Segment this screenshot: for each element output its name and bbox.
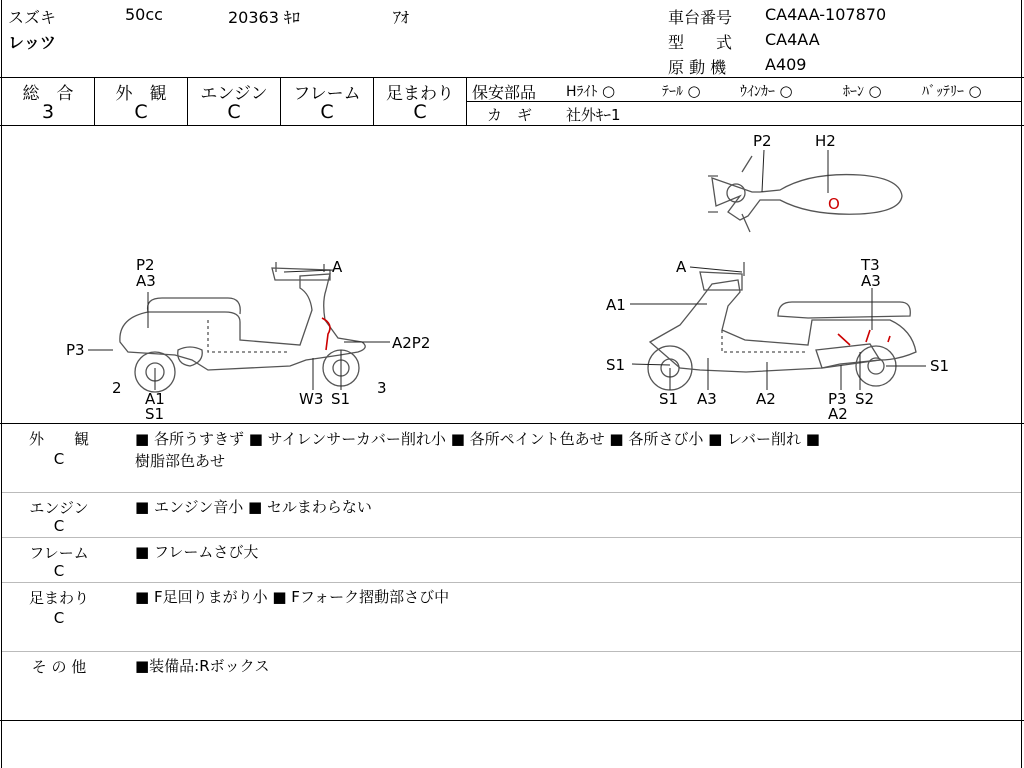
right-label-a2: A2 [756, 390, 776, 408]
grade-exterior-value: C [134, 101, 148, 123]
maker: スズキ [8, 8, 57, 27]
grade-frame-value: C [320, 101, 334, 123]
frame-no: CA4AA-107870 [765, 5, 887, 24]
top-label-h2: H2 [815, 132, 836, 150]
section-exterior-category: 外 観 [28, 430, 89, 448]
right-label-s1-right: S1 [930, 357, 950, 375]
grade-overall-value: 3 [41, 101, 55, 123]
section-other-category: そ の 他 [31, 658, 87, 676]
right-label-s2: S2 [855, 390, 875, 408]
left-label-s1b: S1 [331, 390, 351, 408]
left-label-p3: P3 [66, 341, 85, 359]
section-engine-category: エンジン [29, 499, 89, 517]
top-view-scooter-icon [708, 156, 902, 232]
right-label-s1-left: S1 [606, 356, 626, 374]
left-label-a2p2: A2P2 [392, 334, 431, 352]
safety-item-tail: ﾃｰﾙ ○ [662, 82, 701, 100]
grade-frame-label: フレーム [293, 84, 361, 104]
right-label-a2b: A2 [828, 405, 848, 423]
left-label-a: A [332, 258, 343, 276]
section-suspension-category: 足まわり [28, 589, 89, 607]
grade-suspension-label: 足まわり [386, 84, 454, 104]
right-label-a1: A1 [606, 296, 626, 314]
left-label-a1: A1 [145, 390, 165, 408]
section-suspension-grade: C [53, 609, 65, 627]
section-frame-category: フレーム [29, 544, 89, 562]
section-suspension-notes: ■ F足回りまがり小 ■ Fフォーク摺動部さび中 [135, 588, 450, 606]
grade-engine-label: エンジン [200, 84, 268, 104]
right-label-a3: A3 [861, 272, 881, 290]
mileage: 20363 ｷﾛ [228, 8, 300, 27]
type-value: CA4AA [765, 30, 820, 49]
left-label-s1: S1 [145, 405, 165, 423]
section-exterior-line2: 樹脂部色あせ [135, 452, 226, 470]
displacement: 50cc [125, 5, 163, 24]
left-label-p2: P2 [136, 256, 155, 274]
safety-label: 保安部品 [472, 83, 537, 102]
right-label-a: A [676, 258, 687, 276]
left-label-3: 3 [377, 379, 387, 397]
engine-value: A409 [765, 55, 807, 74]
section-other-notes: ■装備品:Rボックス [135, 657, 270, 675]
left-label-2: 2 [112, 379, 122, 397]
section-engine-grade: C [53, 517, 65, 535]
grade-engine-value: C [227, 101, 241, 123]
key-value: 社外ｷｰ1 [566, 106, 621, 124]
section-exterior-notes [135, 428, 820, 472]
left-label-a3: A3 [136, 272, 156, 290]
grade-exterior-label: 外 観 [115, 84, 167, 104]
top-label-p2: P2 [753, 132, 772, 150]
top-view-damage-mark: O [828, 195, 840, 213]
safety-item-headlight: Hﾗｲﾄ ○ [566, 82, 616, 100]
safety-item-battery: ﾊﾞｯﾃﾘｰ ○ [922, 82, 982, 100]
right-label-t3: T3 [861, 256, 880, 274]
type-label: 型 式 [668, 33, 733, 52]
left-label-w3: W3 [299, 390, 324, 408]
right-label-s1-bottom: S1 [659, 390, 679, 408]
engine-label: 原 動 機 [668, 58, 727, 77]
grade-overall-label: 総 合 [22, 84, 74, 104]
section-exterior-line1: ■ 各所うすきず ■ サイレンサーカバー削れ小 ■ 各所ペイント色あせ ■ 各所さび小 ■ レバー削れ ■ [135, 430, 820, 448]
model-name: レッツ [8, 33, 56, 52]
safety-item-horn: ﾎｰﾝ ○ [843, 82, 882, 100]
section-exterior-grade: C [53, 450, 65, 468]
frame-no-label: 車台番号 [668, 8, 733, 27]
color: ｱｵ [393, 8, 410, 27]
section-engine-notes: ■ エンジン音小 ■ セルまわらない [135, 498, 372, 516]
safety-item-winker: ｳｲﾝｶｰ ○ [740, 82, 793, 100]
right-label-p3: P3 [828, 390, 847, 408]
section-frame-grade: C [53, 562, 65, 580]
grade-suspension-value: C [413, 101, 427, 123]
key-label: カ ギ [487, 106, 533, 124]
section-frame-notes: ■ フレームさび大 [135, 543, 259, 561]
left-side-scooter-icon [120, 262, 365, 392]
right-label-a3b: A3 [697, 390, 717, 408]
